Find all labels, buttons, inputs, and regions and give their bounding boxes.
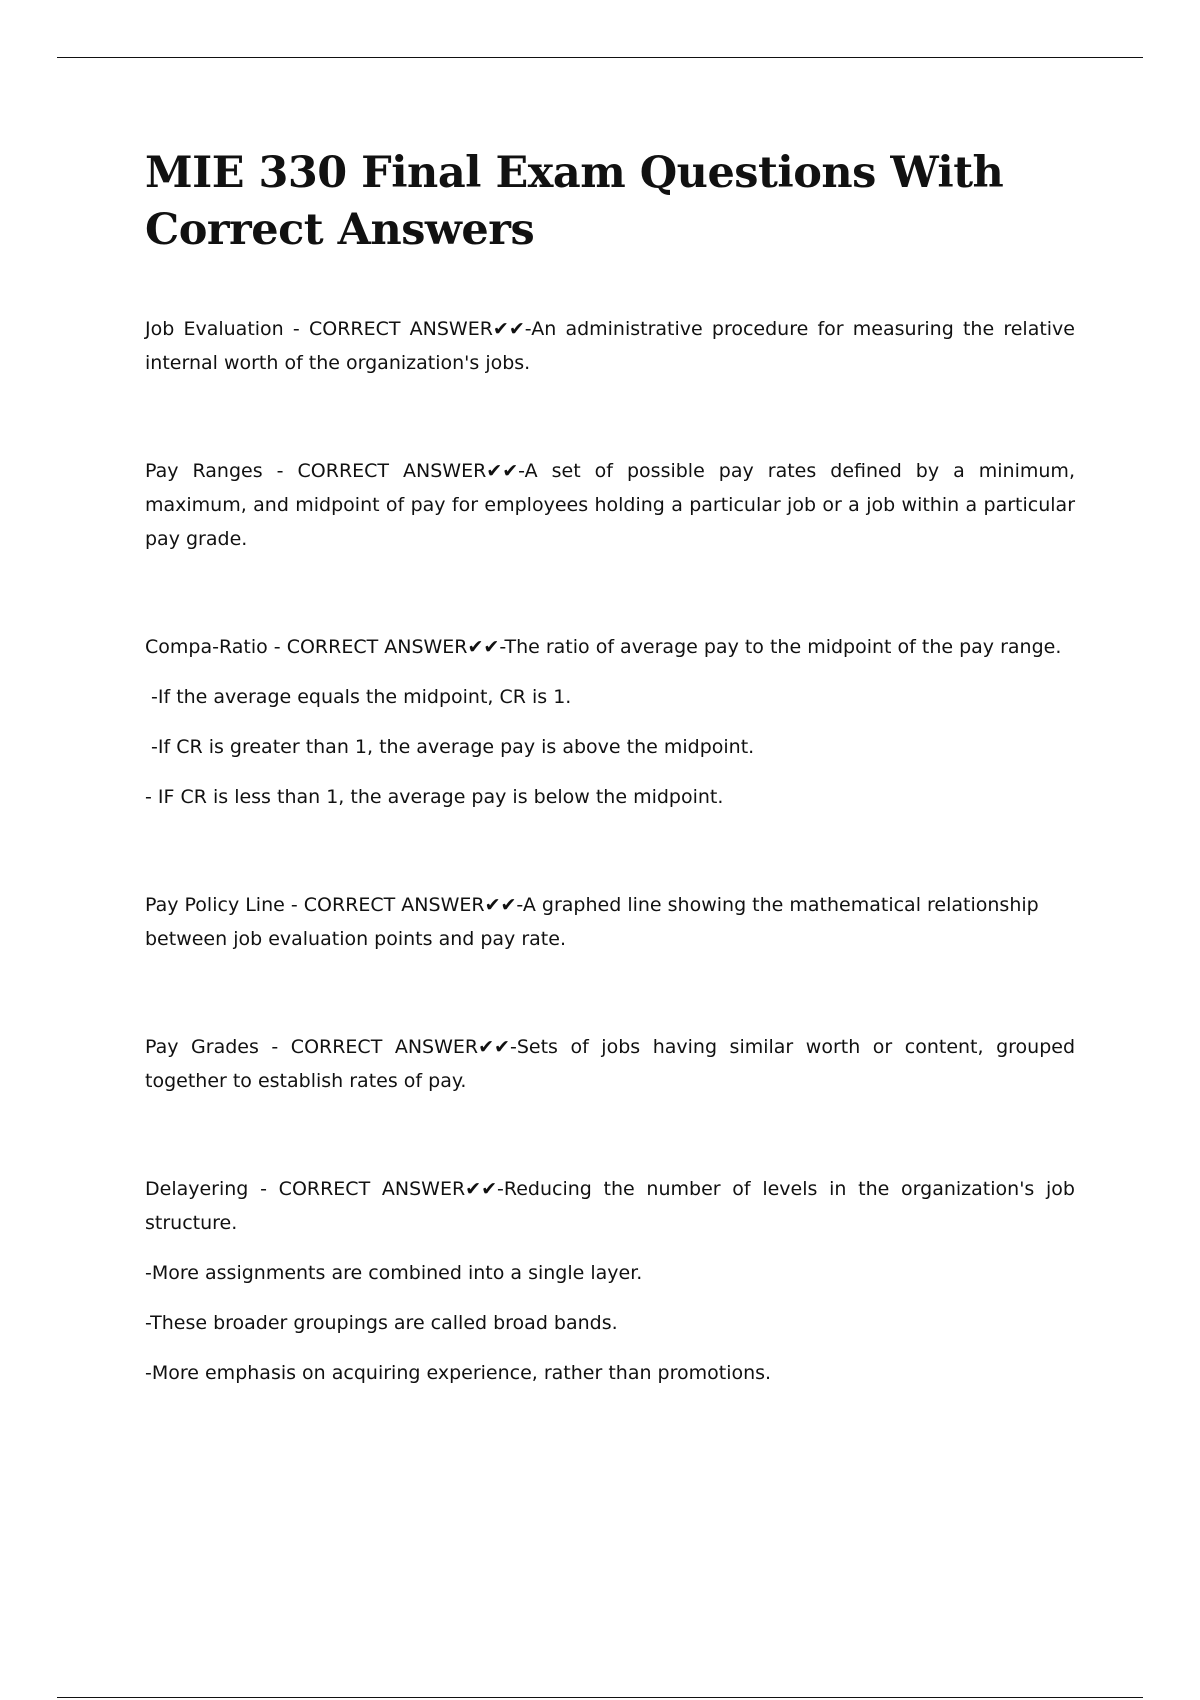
entry-term: Pay Grades bbox=[145, 1036, 259, 1058]
entry-definition-line: Pay Policy Line - CORRECT ANSWER✔✔-A graphed line showing the mathematical relationship between job evaluation points and pay rate. bbox=[145, 894, 1039, 950]
entry-definition: Sets of jobs having similar worth or content, grouped together to establish rates of pay. bbox=[145, 1036, 1076, 1092]
entry-note: -These broader groupings are called broad bands. bbox=[145, 1312, 618, 1334]
entry-compa-ratio bbox=[145, 630, 1075, 814]
correct-answer-marker: CORRECT ANSWER✔✔ bbox=[308, 318, 525, 340]
entry-term: Compa-Ratio bbox=[145, 636, 268, 658]
entry-definition-line: Delayering - CORRECT ANSWER✔✔-Reducing the number of levels in the organization's job structure. bbox=[145, 1178, 1075, 1234]
correct-answer-marker: CORRECT ANSWER✔✔ bbox=[278, 1178, 497, 1200]
top-divider bbox=[57, 57, 1143, 58]
correct-answer-marker: CORRECT ANSWER✔✔ bbox=[297, 460, 519, 482]
entry-note: -If CR is greater than 1, the average pay is above the midpoint. bbox=[151, 736, 755, 758]
entry-note: -If the average equals the midpoint, CR is 1. bbox=[151, 686, 572, 708]
correct-answer-marker: CORRECT ANSWER✔✔ bbox=[303, 894, 517, 916]
entry-pay-ranges bbox=[145, 454, 1075, 556]
entry-term: Job Evaluation bbox=[145, 318, 284, 340]
entry-definition-line: Job Evaluation - CORRECT ANSWER✔✔-An administrative procedure for measuring the relative internal worth of the organization's jobs. bbox=[145, 318, 1075, 374]
entry-note: - IF CR is less than 1, the average pay is below the midpoint. bbox=[145, 786, 724, 808]
entry-term: Pay Ranges bbox=[145, 460, 263, 482]
entry-definition: A graphed line showing the mathematical relationship between job evaluation points and pay rate. bbox=[145, 894, 1039, 950]
entry-delayering bbox=[145, 1172, 1075, 1390]
entry-pay-policy-line bbox=[145, 888, 1075, 956]
entry-definition: A set of possible pay rates defined by a minimum, maximum, and midpoint of pay for employees holding a particular job or a job within a particular pay grade. bbox=[145, 460, 1075, 550]
document-title: MIE 330 Final Exam Questions With Correct Answers bbox=[145, 148, 1004, 255]
entry-pay-grades bbox=[145, 1030, 1075, 1098]
entry-definition: Reducing the number of levels in the organization's job structure. bbox=[145, 1178, 1075, 1234]
entry-definition-line: Pay Ranges - CORRECT ANSWER✔✔-A set of possible pay rates defined by a minimum, maximum, and midpoint of pay for employees holding a particular job or a job within a particular pay grade. bbox=[145, 460, 1075, 550]
document-body bbox=[145, 145, 1075, 1464]
entry-definition-line: Pay Grades - CORRECT ANSWER✔✔-Sets of jobs having similar worth or content, grouped together to establish rates of pay. bbox=[145, 1036, 1076, 1092]
entry-term: Pay Policy Line bbox=[145, 894, 285, 916]
entry-term: Delayering bbox=[145, 1178, 249, 1200]
entry-definition: The ratio of average pay to the midpoint of the pay range. bbox=[504, 636, 1062, 658]
entry-job-evaluation bbox=[145, 312, 1075, 380]
correct-answer-marker: CORRECT ANSWER✔✔ bbox=[290, 1036, 510, 1058]
entry-note: -More emphasis on acquiring experience, rather than promotions. bbox=[145, 1362, 772, 1384]
entry-definition: An administrative procedure for measuring the relative internal worth of the organization's jobs. bbox=[145, 318, 1075, 374]
entry-definition-line: Compa-Ratio - CORRECT ANSWER✔✔-The ratio of average pay to the midpoint of the pay range. bbox=[145, 636, 1062, 658]
entry-note: -More assignments are combined into a single layer. bbox=[145, 1262, 643, 1284]
bottom-divider bbox=[57, 1697, 1143, 1698]
correct-answer-marker: CORRECT ANSWER✔✔ bbox=[286, 636, 500, 658]
